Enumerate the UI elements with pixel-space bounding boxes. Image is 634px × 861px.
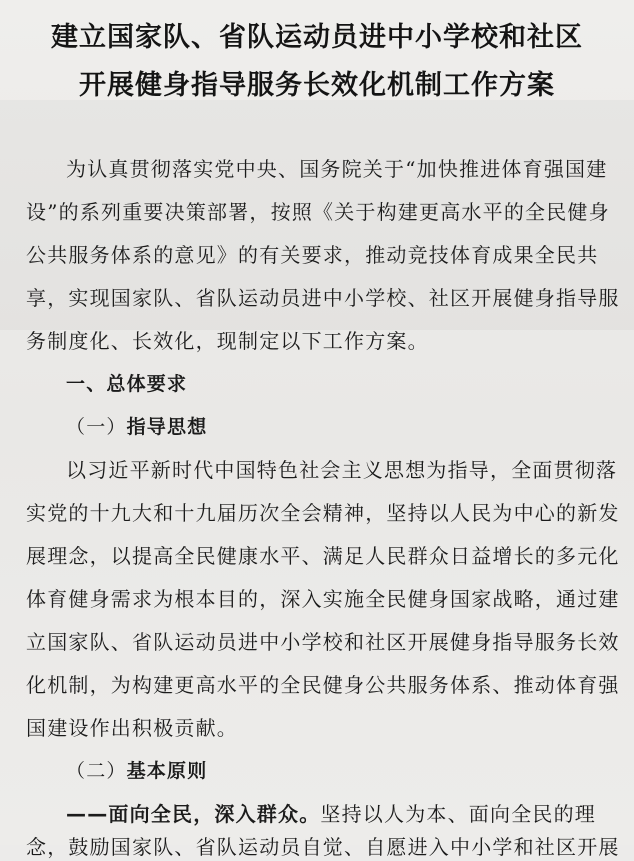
subsection-title: 指导思想 — [126, 416, 208, 438]
document-title-line-2: 开展健身指导服务长效化机制工作方案 — [79, 70, 555, 101]
intro-line-4: 享，实现国家队、省队运动员进中小学校、社区开展健身指导服 — [26, 286, 620, 310]
intro-line-3: 公共服务体系的意见》的有关要求，推动竞技体育成果全民共 — [26, 243, 599, 267]
guiding-line-7: 国建设作出积极贡献。 — [26, 716, 238, 740]
intro-line-1: 为认真贯彻落实党中央、国务院关于“加快推进体育强国建 — [66, 157, 608, 181]
guiding-line-4: 体育健身需求为根本目的，深入实施全民健身国家战略，通过建 — [26, 587, 620, 611]
guiding-line-2: 实党的十九大和十九届历次全会精神，坚持以人民为中心的新发 — [26, 501, 620, 525]
principle-text: 坚持以人为本、面向全民的理 — [320, 802, 597, 826]
intro-line-5: 务制度化、长效化，现制定以下工作方案。 — [26, 329, 429, 353]
subsection-number: （一） — [66, 416, 127, 438]
subsection-title: 基本原则 — [126, 760, 208, 782]
section-heading-overall-requirements: 一、总体要求 — [66, 373, 188, 395]
principle-line-1 — [66, 800, 616, 828]
principle-lead: ——面向全民，深入群众。 — [66, 802, 321, 826]
subsection-number: （二） — [66, 760, 127, 782]
guiding-line-6: 化机制，为构建更高水平的全民健身公共服务体系、推动体育强 — [26, 673, 620, 697]
intro-line-2: 设”的系列重要决策部署，按照《关于构建更高水平的全民健身 — [26, 200, 610, 224]
guiding-line-3: 展理念，以提高全民健康水平、满足人民群众日益增长的多元化 — [26, 544, 620, 568]
guiding-line-1: 以习近平新时代中国特色社会主义思想为指导，全面贯彻落 — [66, 458, 618, 482]
principle-line-2: 念，鼓励国家队、省队运动员自觉、自愿进入中小学和社区开展 — [26, 835, 620, 859]
document-title-line-1: 建立国家队、省队运动员进中小学校和社区 — [51, 22, 583, 53]
subsection-heading-guiding-thought — [66, 413, 634, 441]
subsection-heading-basic-principles — [66, 757, 634, 785]
guiding-line-5: 立国家队、省队运动员进中小学校和社区开展健身指导服务长效 — [26, 630, 620, 654]
